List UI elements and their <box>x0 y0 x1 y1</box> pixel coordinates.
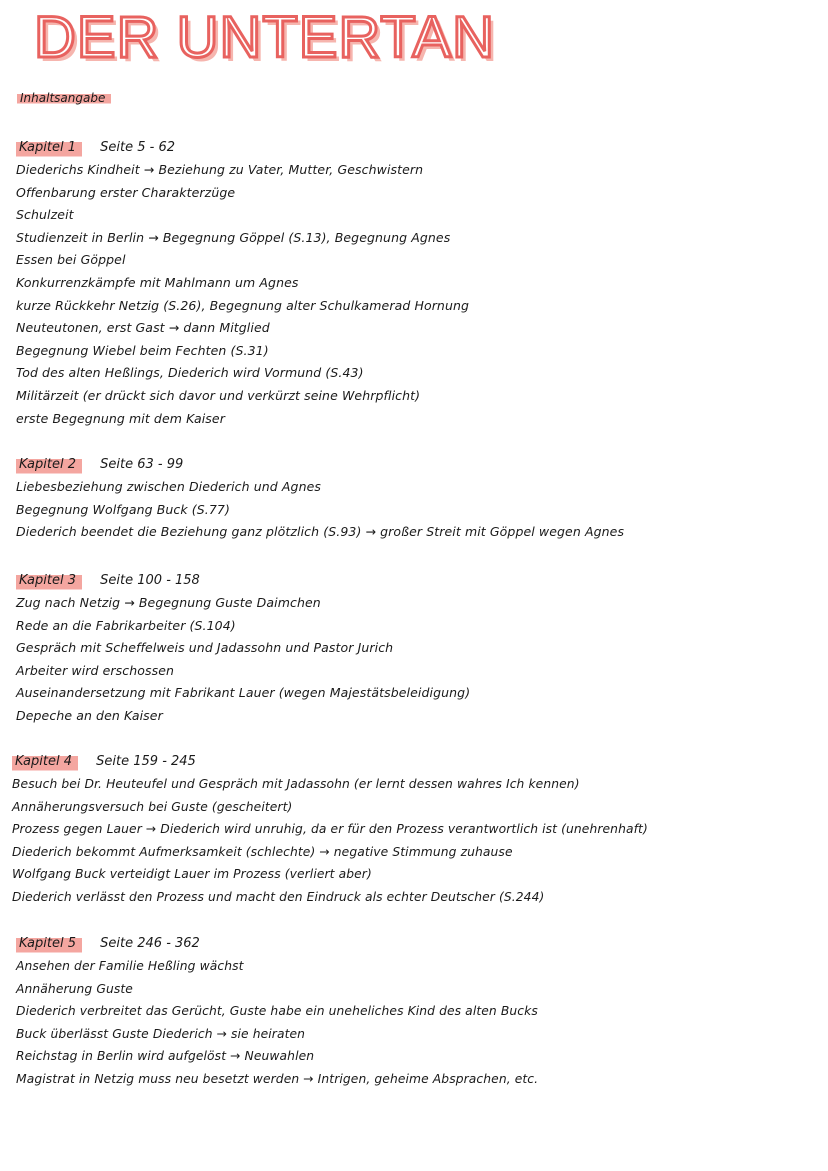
summary-line: Diederich beendet die Beziehung ganz plötzlich (S.93) → großer Streit mit Göppel wegen Agnes <box>16 524 625 540</box>
chapter-heading <box>16 570 821 592</box>
summary-line: Auseinandersetzung mit Fabrikant Lauer (wegen Majestätsbeleidigung) <box>16 685 471 701</box>
summary-line: Diederich bekommt Aufmerksamkeit (schlechte) → negative Stimmung zuhause <box>12 844 513 859</box>
chapter-label: Kapitel 1 <box>16 137 82 159</box>
chapter-pages: Seite 5 - 62 <box>100 140 176 155</box>
summary-line: Rede an die Fabrikarbeiter (S.104) <box>16 617 236 633</box>
chapter-pages: Seite 159 - 245 <box>96 754 196 769</box>
chapter-2 <box>16 454 821 544</box>
summary-line: Reichstag in Berlin wird aufgelöst → Neuwahlen <box>16 1049 315 1064</box>
summary-line: Diederich verbreitet das Gerücht, Guste habe ein uneheliches Kind des alten Bucks <box>16 1004 538 1019</box>
summary-line: Wolfgang Buck verteidigt Lauer im Prozess (verliert aber) <box>12 867 372 882</box>
chapter-pages: Seite 100 - 158 <box>100 573 200 588</box>
summary-line: Militärzeit (er drückt sich davor und verkürzt seine Wehrpflicht) <box>16 387 421 403</box>
chapter-label: Kapitel 3 <box>16 570 82 592</box>
summary-label-text: Inhaltsangabe <box>17 91 111 105</box>
summary-line: Besuch bei Dr. Heuteufel und Gespräch mit Jadassohn (er lernt dessen wahres Ich kennen) <box>12 777 580 791</box>
chapter-label: Kapitel 2 <box>16 454 82 476</box>
summary-line: Diederich verlässt den Prozess und macht den Eindruck als echter Deutscher (S.244) <box>12 889 545 904</box>
summary-line: Studienzeit in Berlin → Begegnung Göppel (S.13), Begegnung Agnes <box>16 229 451 245</box>
chapter-heading <box>16 454 821 476</box>
summary-line: Neuteutonen, erst Gast → dann Mitglied <box>16 320 270 336</box>
summary-line: Begegnung Wiebel beim Fechten (S.31) <box>16 342 269 358</box>
summary-line: erste Begegnung mit dem Kaiser <box>16 410 225 426</box>
chapter-4 <box>12 751 817 909</box>
summary-line: Annäherungsversuch bei Guste (gescheitert) <box>12 799 293 814</box>
summary-line: Offenbarung erster Charakterzüge <box>16 184 236 200</box>
summary-line: Begegnung Wolfgang Buck (S.77) <box>16 501 230 517</box>
summary-line: Buck überlässt Guste Diederich → sie heiraten <box>16 1026 306 1041</box>
summary-line: Depeche an den Kaiser <box>16 707 163 723</box>
chapter-5 <box>16 933 821 1091</box>
chapter-heading <box>12 751 817 773</box>
summary-line: Annäherung Guste <box>16 981 133 996</box>
chapter-pages: Seite 246 - 362 <box>100 936 200 951</box>
chapter-label: Kapitel 4 <box>12 751 78 773</box>
summary-line: Liebesbeziehung zwischen Diederich und Agnes <box>16 479 321 494</box>
page-title: DER UNTERTAN <box>34 5 495 70</box>
chapter-3 <box>16 570 821 728</box>
summary-line: Diederichs Kindheit → Beziehung zu Vater, Mutter, Geschwistern <box>16 162 424 177</box>
summary-line: Arbeiter wird erschossen <box>16 662 175 678</box>
summary-line: Schulzeit <box>16 207 74 223</box>
summary-line: Gespräch mit Scheffelweis und Jadassohn und Pastor Jurich <box>16 640 394 656</box>
chapter-heading <box>16 137 821 159</box>
summary-line: Konkurrenzkämpfe mit Mahlmann um Agnes <box>16 274 299 290</box>
chapter-pages: Seite 63 - 99 <box>100 457 184 472</box>
chapter-label: Kapitel 5 <box>16 933 82 955</box>
summary-line: Magistrat in Netzig muss neu besetzt werden → Intrigen, geheime Absprachen, etc. <box>16 1071 539 1086</box>
summary-line: Tod des alten Heßlings, Diederich wird Vormund (S.43) <box>16 365 364 381</box>
summary-line: Ansehen der Familie Heßling wächst <box>16 959 244 973</box>
summary-line: kurze Rückkehr Netzig (S.26), Begegnung alter Schulkamerad Hornung <box>16 297 470 313</box>
chapter-heading <box>16 933 821 955</box>
summary-line: Zug nach Netzig → Begegnung Guste Daimchen <box>16 595 321 610</box>
summary-line: Essen bei Göppel <box>16 252 126 268</box>
summary-label <box>17 91 111 105</box>
summary-line: Prozess gegen Lauer → Diederich wird unruhig, da er für den Prozess verantwortlich ist (unehrenhaft) <box>12 822 648 837</box>
chapter-1 <box>16 137 821 430</box>
